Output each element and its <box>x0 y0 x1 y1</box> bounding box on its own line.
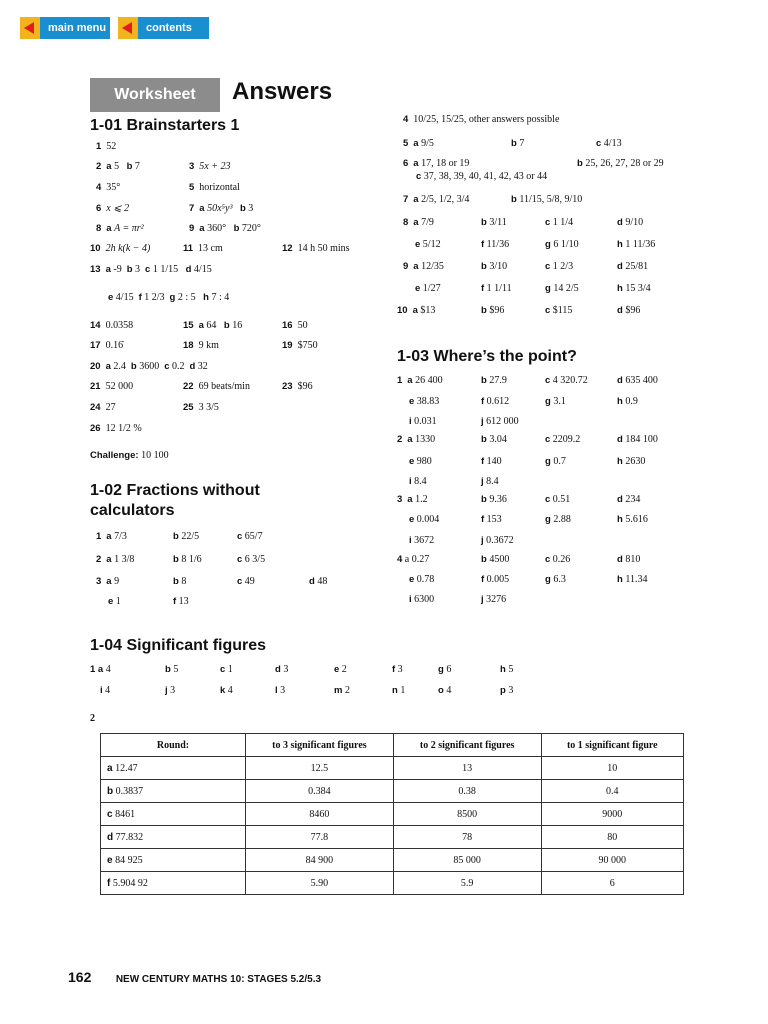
section-heading-1-03: 1-03 Where’s the point? <box>397 348 577 365</box>
back-arrow-icon <box>20 17 40 39</box>
table-cell: 90 000 <box>541 849 683 872</box>
question-2-label: 2 <box>90 713 95 724</box>
table-cell: f 5.904 92 <box>101 872 246 895</box>
table-cell: 8500 <box>393 803 541 826</box>
main-menu-label: main menu <box>48 22 107 34</box>
table-row <box>101 780 684 803</box>
contents-label: contents <box>146 22 192 34</box>
table-header: to 2 significant figures <box>393 734 541 757</box>
table-cell: 8460 <box>246 803 394 826</box>
table-cell: a 12.47 <box>101 757 246 780</box>
sig-fig-answer: b 5 <box>165 664 179 675</box>
table-cell: e 84 925 <box>101 849 246 872</box>
table-cell: 84 900 <box>246 849 394 872</box>
section-heading-1-01: 1-01 Brainstarters 1 <box>90 117 240 134</box>
table-header: Round: <box>101 734 246 757</box>
sig-fig-answer: j 3 <box>165 685 176 696</box>
table-cell: 80 <box>541 826 683 849</box>
table-cell: 0.4 <box>541 780 683 803</box>
table-row <box>101 826 684 849</box>
table-row <box>101 872 684 895</box>
sig-fig-answer: 1 a 4 <box>90 664 111 675</box>
table-cell: b 0.3837 <box>101 780 246 803</box>
back-arrow-icon <box>118 17 138 39</box>
book-title: NEW CENTURY MATHS 10: STAGES 5.2/5.3 <box>115 974 322 985</box>
table-cell: 13 <box>393 757 541 780</box>
table-cell: c 8461 <box>101 803 246 826</box>
sig-fig-answer: h 5 <box>500 664 514 675</box>
main-menu-button[interactable] <box>20 17 110 39</box>
worksheet-label: Worksheet <box>90 78 220 112</box>
table-cell: d 77.832 <box>101 826 246 849</box>
page-title: Answers <box>232 78 333 105</box>
sig-fig-answer: i 4 <box>100 685 111 696</box>
sig-fig-answer: c 1 <box>220 664 233 675</box>
sig-fig-answer: n 1 <box>392 685 406 696</box>
table-row <box>101 849 684 872</box>
sig-fig-answer: e 2 <box>334 664 347 675</box>
table-cell: 6 <box>541 872 683 895</box>
table-header: to 3 significant figures <box>246 734 394 757</box>
sig-fig-answer: m 2 <box>334 685 350 696</box>
table-header: to 1 significant figure <box>541 734 683 757</box>
sig-fig-answer: p 3 <box>500 685 514 696</box>
sig-fig-answer: d 3 <box>275 664 289 675</box>
table-cell: 9000 <box>541 803 683 826</box>
section-heading-1-02-cont: calculators <box>90 502 175 519</box>
table-cell: 0.384 <box>246 780 394 803</box>
sig-fig-answer: l 3 <box>275 685 286 696</box>
table-cell: 78 <box>393 826 541 849</box>
table-cell: 85 000 <box>393 849 541 872</box>
table-row <box>101 757 684 780</box>
table-header-row <box>101 734 684 757</box>
sig-fig-answer: f 3 <box>392 664 403 675</box>
section-heading-1-02: 1-02 Fractions without <box>90 482 260 499</box>
page-number: 162 <box>68 969 92 985</box>
table-row <box>101 803 684 826</box>
sig-fig-answer: g 6 <box>438 664 452 675</box>
sig-fig-answer: o 4 <box>438 685 452 696</box>
table-cell: 5.90 <box>246 872 394 895</box>
table-cell: 77.8 <box>246 826 394 849</box>
table-cell: 12.5 <box>246 757 394 780</box>
rounding-table <box>100 733 684 895</box>
table-cell: 5.9 <box>393 872 541 895</box>
section-heading-1-04: 1-04 Significant figures <box>90 637 267 654</box>
table-cell: 10 <box>541 757 683 780</box>
table-cell: 0.38 <box>393 780 541 803</box>
page-footer <box>68 969 321 987</box>
contents-button[interactable] <box>118 17 209 39</box>
sig-fig-answer: k 4 <box>220 685 233 696</box>
